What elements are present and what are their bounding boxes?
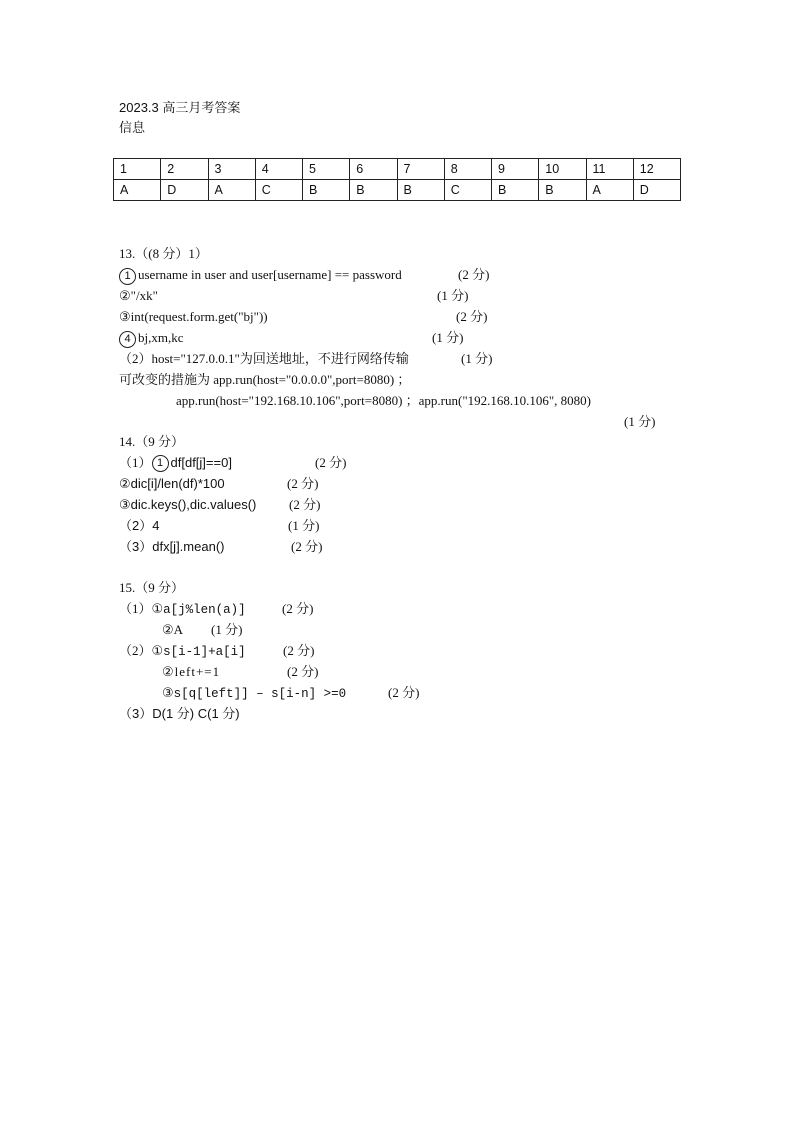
- q15-title: 15.（9 分）: [119, 580, 185, 595]
- q13-item-2: [119, 287, 158, 305]
- q13-title: 13.（(8 分）1）: [119, 246, 208, 261]
- score-label: (2 分): [289, 497, 321, 512]
- score-label: (2 分): [315, 455, 347, 470]
- table-cell: 5: [303, 159, 350, 180]
- circled-marker: ②: [119, 476, 131, 491]
- q14-item-2: [119, 475, 225, 493]
- circled-marker: ②: [119, 288, 131, 303]
- table-cell: D: [161, 180, 208, 201]
- answer-text: bj,xm,kc: [138, 330, 184, 345]
- answer-text: A: [173, 622, 184, 637]
- table-cell: 4: [255, 159, 302, 180]
- table-cell: B: [539, 180, 586, 201]
- code-answer: a[j%len(a)]: [163, 603, 246, 617]
- q15-p1-b: [162, 621, 183, 639]
- answer-text: username in user and user[username] == password: [138, 267, 402, 282]
- table-cell: 3: [208, 159, 255, 180]
- multiple-choice-answer-table: [113, 158, 681, 201]
- score-label: (2 分): [388, 685, 420, 700]
- score-label: (1 分): [432, 330, 464, 345]
- table-cell: 8: [444, 159, 491, 180]
- q13-part2: （2）host="127.0.0.1"为回送地址，不进行网络传输: [119, 351, 409, 366]
- code-answer: s[q[left]] – s[i-n] >=0: [173, 687, 347, 701]
- q15-p2-c: [162, 684, 346, 703]
- table-cell: B: [350, 180, 397, 201]
- q14-item-3: [119, 496, 256, 514]
- table-cell: B: [303, 180, 350, 201]
- score-label: (2 分): [283, 643, 315, 658]
- part-prefix: （1）: [119, 601, 152, 616]
- circled-number-1: 1: [152, 455, 169, 472]
- table-cell: C: [444, 180, 491, 201]
- table-cell: 1: [114, 159, 161, 180]
- table-cell: B: [492, 180, 539, 201]
- circled-marker: ③: [162, 685, 174, 700]
- table-cell: A: [208, 180, 255, 201]
- table-cell: A: [114, 180, 161, 201]
- answer-text: df[df[j]==0]: [170, 455, 232, 470]
- q14-part3: （3）dfx[j].mean(): [119, 539, 225, 554]
- q14-title: 14.（9 分）: [119, 434, 185, 449]
- score-label: (2 分): [458, 267, 490, 282]
- answer-text: int(request.form.get("bj")): [130, 309, 268, 324]
- q14-part2: （2）4: [119, 518, 160, 533]
- q15-p2-a: [119, 642, 246, 661]
- score-label: (2 分): [456, 309, 488, 324]
- circled-marker: ②: [162, 622, 174, 637]
- score-label: (1 分): [288, 518, 320, 533]
- answer-text: left+=1: [174, 664, 221, 679]
- score-label: (2 分): [287, 476, 319, 491]
- answer-text: "/xk": [130, 288, 158, 303]
- q13-item-1: [119, 266, 402, 285]
- q15-p2-b: [162, 663, 220, 681]
- score-label: (1 分): [624, 414, 656, 429]
- table-cell: B: [397, 180, 444, 201]
- circled-marker: ①: [151, 601, 164, 616]
- circled-number-1: 1: [119, 268, 136, 285]
- circled-marker: ①: [151, 643, 164, 658]
- table-row-answers: [114, 180, 681, 201]
- table-cell: A: [586, 180, 633, 201]
- table-cell: 2: [161, 159, 208, 180]
- table-cell: D: [633, 180, 680, 201]
- circled-marker: ③: [119, 309, 131, 324]
- circled-marker: ③: [119, 497, 131, 512]
- subject-label: 信息: [119, 120, 146, 135]
- score-label: (1 分): [461, 351, 493, 366]
- q14-item-1: [119, 454, 232, 472]
- score-label: (2 分): [291, 539, 323, 554]
- part-prefix: （1）: [119, 455, 152, 470]
- q13-item-3: [119, 308, 268, 326]
- part-prefix: （2）: [119, 643, 152, 658]
- table-cell: 6: [350, 159, 397, 180]
- q13-item-4: [119, 329, 184, 348]
- table-cell: 11: [586, 159, 633, 180]
- circled-marker: ②: [162, 664, 175, 679]
- code-answer: s[i-1]+a[i]: [163, 645, 246, 659]
- score-label: (2 分): [287, 664, 319, 679]
- score-label: (1 分): [437, 288, 469, 303]
- table-cell: 9: [492, 159, 539, 180]
- q15-p1-a: [119, 600, 246, 619]
- table-row-numbers: [114, 159, 681, 180]
- score-label: (2 分): [282, 601, 314, 616]
- table-cell: C: [255, 180, 302, 201]
- q13-alt-line: app.run(host="192.168.10.106",port=8080) ；app.run("192.168.10.106", 8080): [176, 393, 592, 408]
- table-cell: 7: [397, 159, 444, 180]
- table-cell: 12: [633, 159, 680, 180]
- q15-p3: （3）D(1 分) C(1 分): [119, 706, 240, 721]
- table-cell: 10: [539, 159, 586, 180]
- page-title: 2023.3 高三月考答案: [119, 100, 241, 115]
- circled-number-4: 4: [119, 331, 136, 348]
- q13-change-line: 可改变的措施为 app.run(host="0.0.0.0",port=8080) ；: [119, 372, 411, 387]
- answer-text: dic[i]/len(df)*100: [130, 476, 225, 491]
- score-label: (1 分): [211, 622, 243, 637]
- answer-text: dic.keys(),dic.values(): [130, 497, 257, 512]
